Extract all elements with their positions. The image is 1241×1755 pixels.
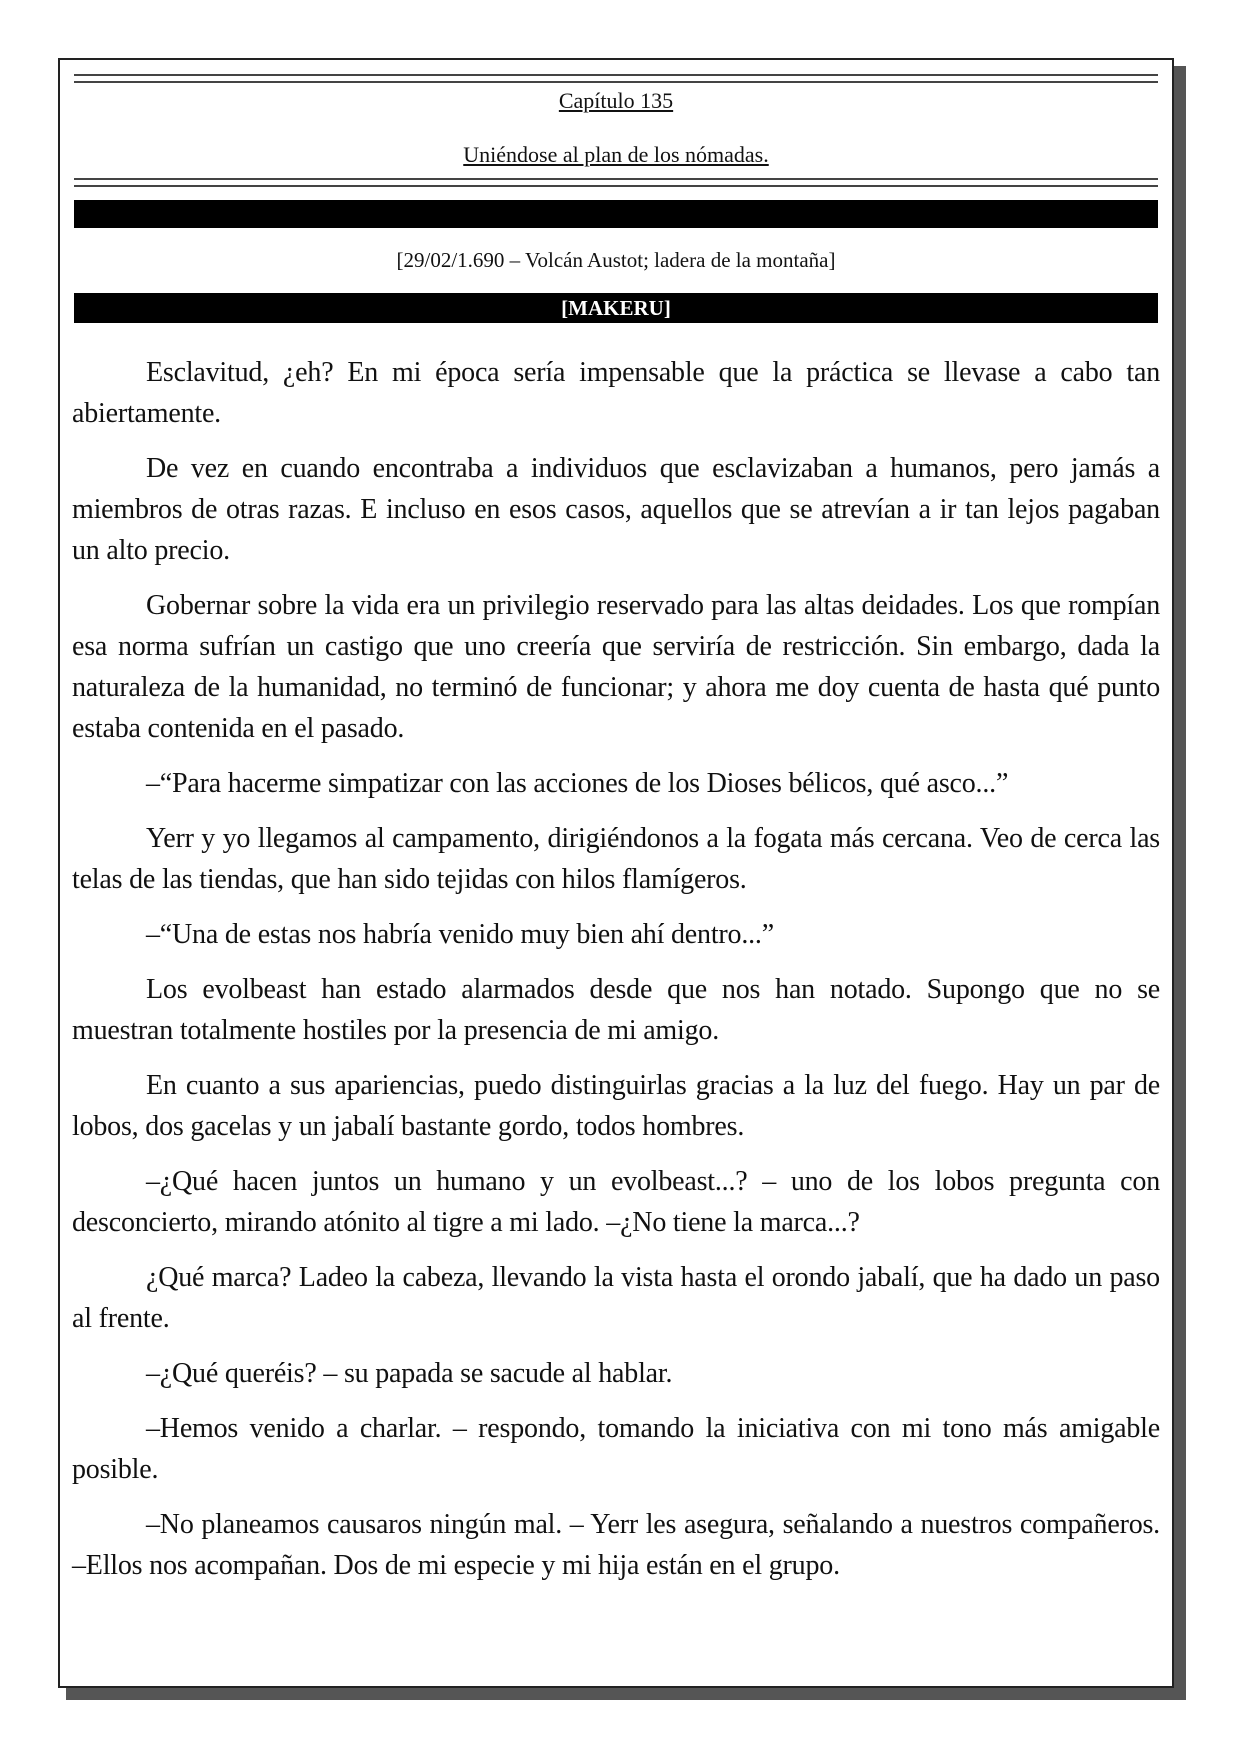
- paragraph: Yerr y yo llegamos al campamento, dirigiéndonos a la fogata más cercana. Veo de cerca las telas de las tiendas, que han sido tejidas con hilos flamígeros.: [72, 823, 1160, 895]
- paragraph: De vez en cuando encontraba a individuos que esclavizaban a humanos, pero jamás a miembros de otras razas. E incluso en esos casos, aquellos que se atrevían a ir tan lejos pagaban un alto precio.: [72, 453, 1160, 566]
- paragraph: ¿Qué marca? Ladeo la cabeza, llevando la vista hasta el orondo jabalí, que ha dado un paso al frente.: [72, 1262, 1160, 1334]
- paragraph: –Hemos venido a charlar. – respondo, tomando la iniciativa con mi tono más amigable posible.: [72, 1413, 1160, 1485]
- chapter-number: Capítulo 135: [558, 88, 674, 113]
- paragraph: Los evolbeast han estado alarmados desde que nos han notado. Supongo que no se muestran totalmente hostiles por la presencia de mi amigo.: [72, 974, 1160, 1046]
- paragraph: Gobernar sobre la vida era un privilegio reservado para las altas deidades. Los que rompían esa norma sufrían un castigo que uno creería que serviría de restricción. Sin embargo, dada la naturaleza de la humanidad, no terminó de funcionar; y ahora me doy cuenta de hasta qué punto estaba contenida en el pasado.: [72, 590, 1160, 744]
- paragraph: –¿Qué hacen juntos un humano y un evolbeast...? – uno de los lobos pregunta con desconcierto, mirando atónito al tigre a mi lado. –¿No tiene la marca...?: [72, 1166, 1160, 1238]
- scene-date-location: [29/02/1.690 – Volcán Austot; ladera de la montaña]: [396, 248, 836, 272]
- bottom-double-rule: [74, 178, 1158, 187]
- separator-bar: [74, 200, 1158, 228]
- paragraph: –“Para hacerme simpatizar con las acciones de los Dioses bélicos, qué asco...”: [146, 768, 1009, 799]
- paragraph: En cuanto a sus apariencias, puedo distinguirlas gracias a la luz del fuego. Hay un par de lobos, dos gacelas y un jabalí bastante gordo, todos hombres.: [72, 1070, 1160, 1142]
- page-frame: [58, 58, 1174, 1688]
- pov-banner: [MAKERU]: [74, 293, 1158, 323]
- paragraph: Esclavitud, ¿eh? En mi época sería impensable que la práctica se llevase a cabo tan abiertamente.: [72, 357, 1160, 429]
- paragraph: –No planeamos causaros ningún mal. – Yerr les asegura, señalando a nuestros compañeros. –Ellos nos acompañan. Dos de mi especie y mi hija están en el grupo.: [72, 1509, 1160, 1581]
- paragraph: –¿Qué queréis? – su papada se sacude al hablar.: [146, 1358, 673, 1389]
- top-double-rule: [74, 74, 1158, 83]
- chapter-title: Uniéndose al plan de los nómadas.: [463, 142, 769, 167]
- body-text: [72, 352, 1160, 1600]
- paragraph: –“Una de estas nos habría venido muy bien ahí dentro...”: [146, 919, 774, 950]
